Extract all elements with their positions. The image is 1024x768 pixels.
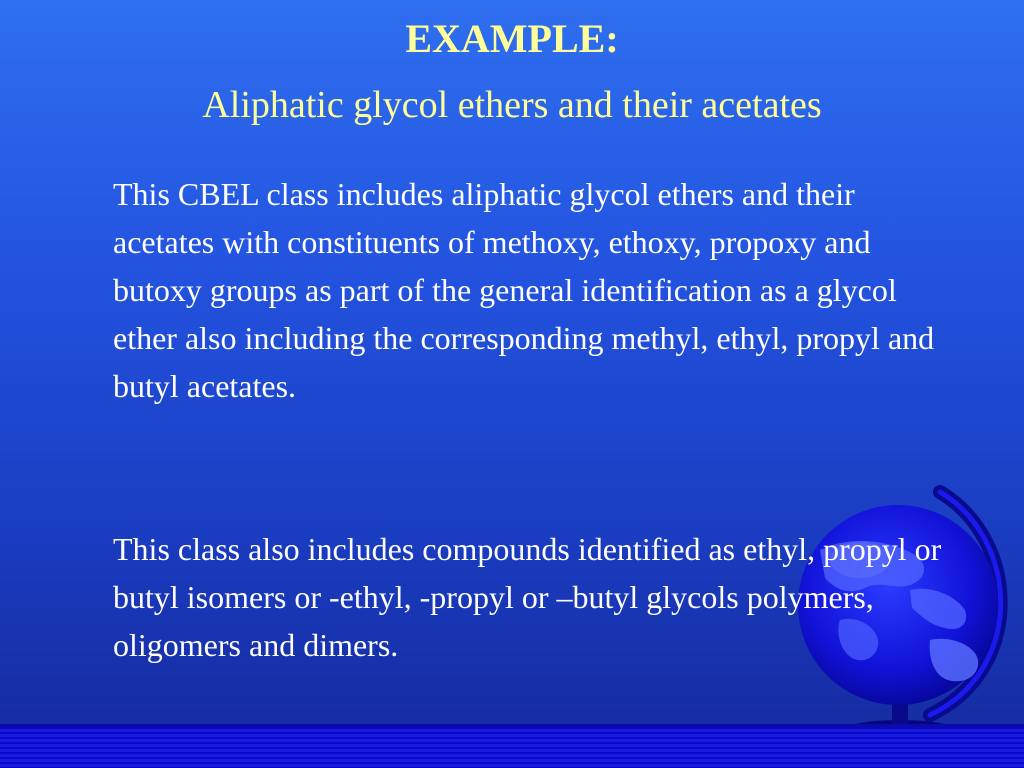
slide-heading: EXAMPLE:: [405, 16, 619, 61]
footer-bar: [0, 724, 1024, 768]
slide-subtitle: Aliphatic glycol ethers and their acetates: [202, 84, 822, 126]
body-paragraph-2: This class also includes compounds identified as ethyl, propyl or butyl isomers or -ethyl, -propyl or –butyl glycols polymers, oligomers and dimers.: [113, 531, 942, 663]
body-paragraph-1: This CBEL class includes aliphatic glycol ethers and their acetates with constituents of methoxy, ethoxy, propoxy and butoxy groups as part of the general identification as a glycol ether also including the corresponding methyl, ethyl, propyl and butyl acetates.: [113, 176, 935, 404]
